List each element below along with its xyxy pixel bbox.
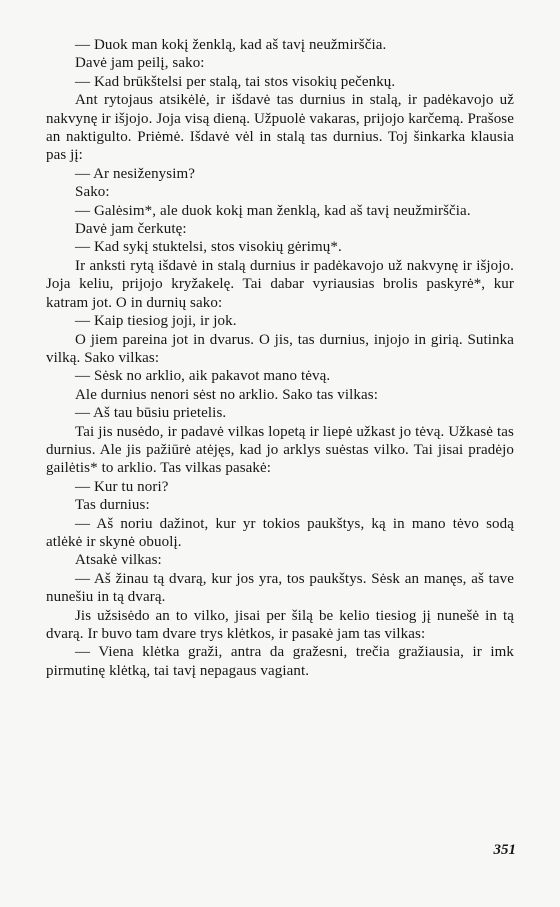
page-number: 351 bbox=[493, 842, 516, 858]
page-text bbox=[46, 36, 514, 680]
paragraph: — Viena klėtka graži, antra da gražesni, trečia gražiausia, ir imk pirmutinę klėtką, tai tavį nepagaus vagiant. bbox=[46, 644, 514, 679]
paragraph: — Kad brūkštelsi per stalą, tai stos visokių pečenkų. bbox=[75, 73, 396, 90]
paragraph: Tai jis nusėdo, ir padavė vilkas lopetą ir liepė užkast jo tėvą. Užkasė tas durnius. Ale jis pažiūrė atėjęs, kad jo arklys suėstas vilko. Tai jisai pradėjo gailėtis* to arklio. Tas vilkas pasakė: bbox=[46, 423, 514, 477]
paragraph: Tas durnius: bbox=[75, 497, 150, 514]
paragraph: — Ar nesiženysim? bbox=[75, 165, 196, 182]
paragraph: — Galėsim*, ale duok kokį man ženklą, kad aš tavį neužmirščia. bbox=[75, 202, 471, 219]
paragraph: — Aš žinau tą dvarą, kur jos yra, tos paukštys. Sėsk an manęs, aš tave nunešiu in tą dvarą. bbox=[46, 570, 514, 606]
paragraph: Ant rytojaus atsikėlė, ir išdavė tas durnius in stalą, ir padėkavojo už nakvynę ir išjojo. Joja visą dieną. Užpuolė vakaras, prijojo karčemą. Prašose an naktigulto. Priėmė. Išdavė vėl in stalą tas durnius. Toj šinkarka klausia pas jį: bbox=[46, 92, 514, 164]
paragraph: O jiem pareina jot in dvarus. O jis, tas durnius, injojo in girią. Sutinka vilką. Sako vilkas: bbox=[46, 331, 514, 366]
paragraph: — Sėsk no arklio, aik pakavot mano tėvą. bbox=[75, 368, 331, 385]
paragraph: — Duok man kokį ženklą, kad aš tavį neužmirščia. bbox=[75, 37, 387, 53]
paragraph: Ir anksti rytą išdavė in stalą durnius ir padėkavojo už nakvynę ir išjojo. Joja keliu, prijojo kryžakelę. Tai dabar vyriausias brolis paskyrė*, kur katram jot. O in durnių sako: bbox=[46, 257, 514, 311]
paragraph: Atsakė vilkas: bbox=[75, 552, 162, 569]
paragraph: — Kaip tiesiog joji, ir jok. bbox=[75, 313, 237, 330]
paragraph: Jis užsisėdo an to vilko, jisai per šilą be kelio tiesiog jį nunešė in tą dvarą. Ir buvo tam dvare trys klėtkos, ir pasakė jam tas vilkas: bbox=[46, 607, 514, 642]
paragraph: Sako: bbox=[75, 184, 110, 201]
paragraph: — Aš tau būsiu prietelis. bbox=[75, 405, 227, 422]
paragraph: Davė jam peilį, sako: bbox=[75, 55, 205, 72]
paragraph: — Kad sykį stuktelsi, stos visokių gėrimų*. bbox=[75, 239, 342, 256]
paragraph: — Kur tu nori? bbox=[75, 478, 169, 495]
paragraph: Davė jam čerkutę: bbox=[75, 221, 187, 238]
paragraph: — Aš noriu dažinot, kur yr tokios paukštys, ką in mano tėvo sodą atlėkė ir skynė obuolį. bbox=[46, 515, 514, 550]
paragraph: Ale durnius nenori sėst no arklio. Sako tas vilkas: bbox=[75, 386, 378, 403]
